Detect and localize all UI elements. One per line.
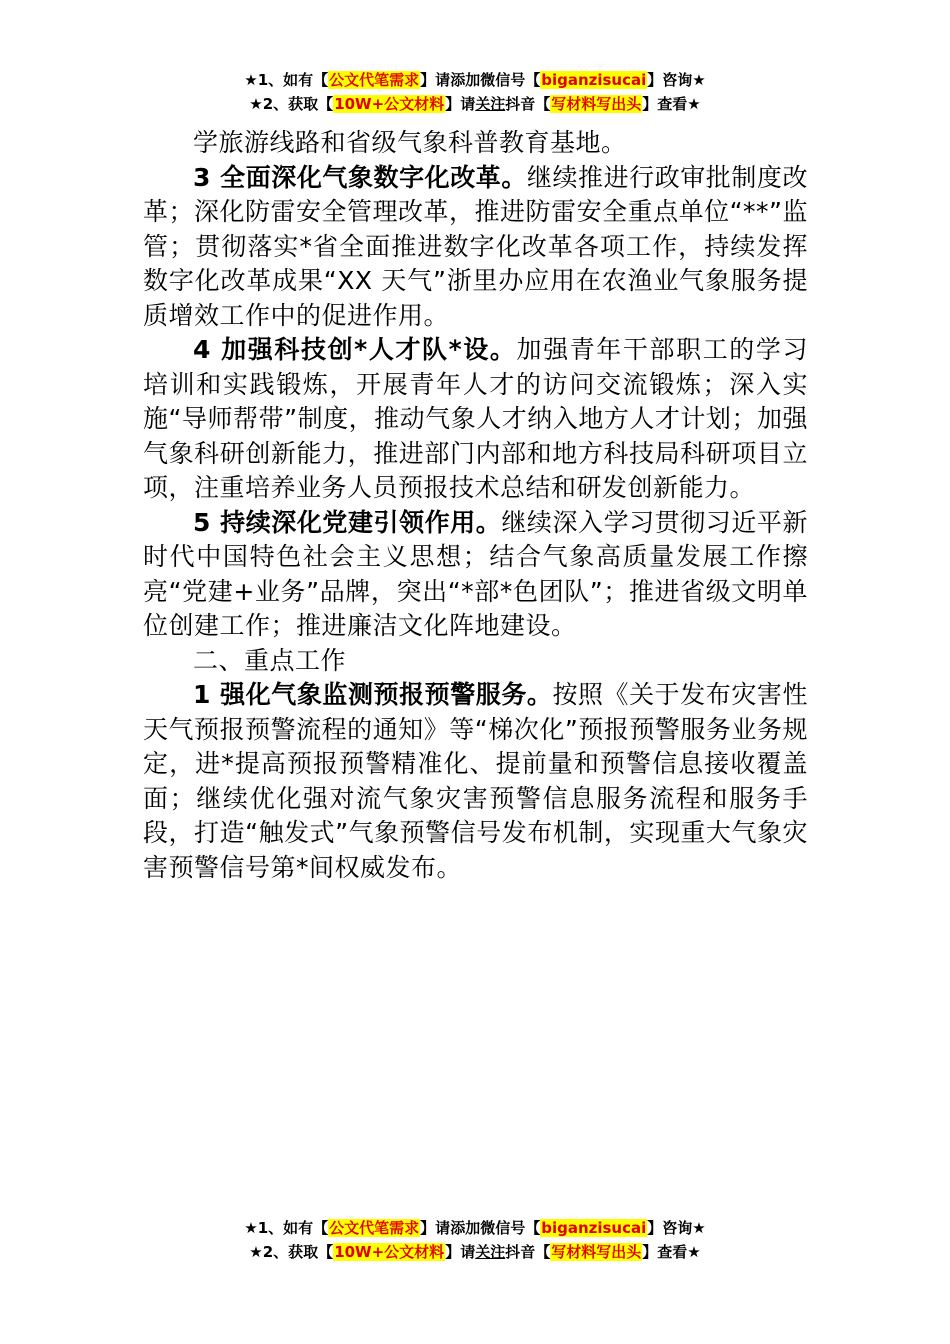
banner-highlight: biganzisucai (541, 71, 647, 89)
banner-text: ★1、如有【 (244, 71, 329, 89)
banner-text: 关注 (475, 95, 506, 113)
header-banner (0, 68, 950, 116)
banner-text: 关注 (475, 1243, 506, 1261)
banner-text: 】请 (420, 71, 451, 89)
banner-text: ★2、获取【 (249, 1243, 334, 1261)
banner-highlight: 公文代笔需求 (329, 71, 420, 89)
banner-text: 抖音【 (505, 95, 551, 113)
banner-text: 】请 (420, 1219, 451, 1237)
banner-text: 】查看★ (642, 1243, 701, 1261)
section-heading (143, 644, 808, 679)
banner-line-2 (0, 92, 950, 116)
paragraph-lead: 3 全面深化气象数字化改革。 (193, 162, 527, 192)
banner-text: 添加 (450, 71, 481, 89)
paragraph-lead: 1 强化气象监测预报预警服务。 (193, 680, 553, 709)
banner-highlight: biganzisucai (541, 1219, 647, 1237)
banner-highlight: 写材料写出头 (551, 1243, 642, 1261)
banner-line-1 (0, 68, 950, 92)
paragraph-lead: 5 持续深化党建引领作用。 (193, 507, 502, 537)
banner-line-1 (0, 1216, 950, 1240)
section-heading-text: 二、重点工作 (193, 645, 347, 675)
paragraph-text: 学旅游线路和省级气象科普教育基地。 (193, 128, 627, 157)
banner-text: 】查看★ (642, 95, 701, 113)
banner-text: 】请 (445, 1243, 476, 1261)
banner-text: 微信号【 (480, 71, 541, 89)
footer-banner (0, 1216, 950, 1264)
banner-text: 微信号【 (480, 1219, 541, 1237)
paragraph-text: 继续推进行政审批制度改革；深化防雷安全管理改革，推进防雷安全重点单位“**”监管；贯彻落实*省全面推进数字化改革各项工作，持续发挥数字化改革成果“XX 天气”浙里办应用在农渔业气象服务提质增效工作中的促进作用。 (143, 162, 808, 330)
document-body (143, 126, 808, 885)
paragraph (143, 678, 808, 885)
banner-text: 】咨询★ (647, 1219, 706, 1237)
paragraph (143, 333, 808, 506)
banner-highlight: 10W+公文材料 (334, 95, 445, 113)
banner-line-2 (0, 1240, 950, 1264)
paragraph (143, 506, 808, 644)
paragraph (143, 126, 808, 161)
banner-text: 抖音【 (505, 1243, 551, 1261)
banner-highlight: 10W+公文材料 (334, 1243, 445, 1261)
paragraph-text: 加强青年干部职工的学习培训和实践锻炼，开展青年人才的访问交流锻炼；深入实施“导师帮带”制度，推动气象人才纳入地方人才计划；加强气象科研创新能力，推进部门内部和地方科技局科研项目立项，注重培养业务人员预报技术总结和研发创新能力。 (143, 335, 808, 502)
banner-highlight: 写材料写出头 (551, 95, 642, 113)
paragraph-text: 按照《关于发布灾害性天气预报预警流程的通知》等“梯次化”预报预警服务业务规定，进*提高预报预警精准化、提前量和预警信息接收覆盖面；继续优化强对流气象灾害预警信息服务流程和服务手段，打造“触发式”气象预警信号发布机制，实现重大气象灾害预警信号第*间权威发布。 (143, 680, 808, 882)
paragraph (143, 161, 808, 334)
banner-text: ★1、如有【 (244, 1219, 329, 1237)
banner-text: 】咨询★ (647, 71, 706, 89)
banner-text: ★2、获取【 (249, 95, 334, 113)
banner-highlight: 公文代笔需求 (329, 1219, 420, 1237)
banner-text: 】请 (445, 95, 476, 113)
paragraph-text: 继续深入学习贯彻习近平新时代中国特色社会主义思想；结合气象高质量发展工作擦亮“党建+业务”品牌，突出“*部*色团队”；推进省级文明单位创建工作；推进廉洁文化阵地建设。 (143, 507, 808, 640)
paragraph-lead: 4 加强科技创*人才队*设。 (193, 335, 517, 364)
banner-text: 添加 (450, 1219, 481, 1237)
